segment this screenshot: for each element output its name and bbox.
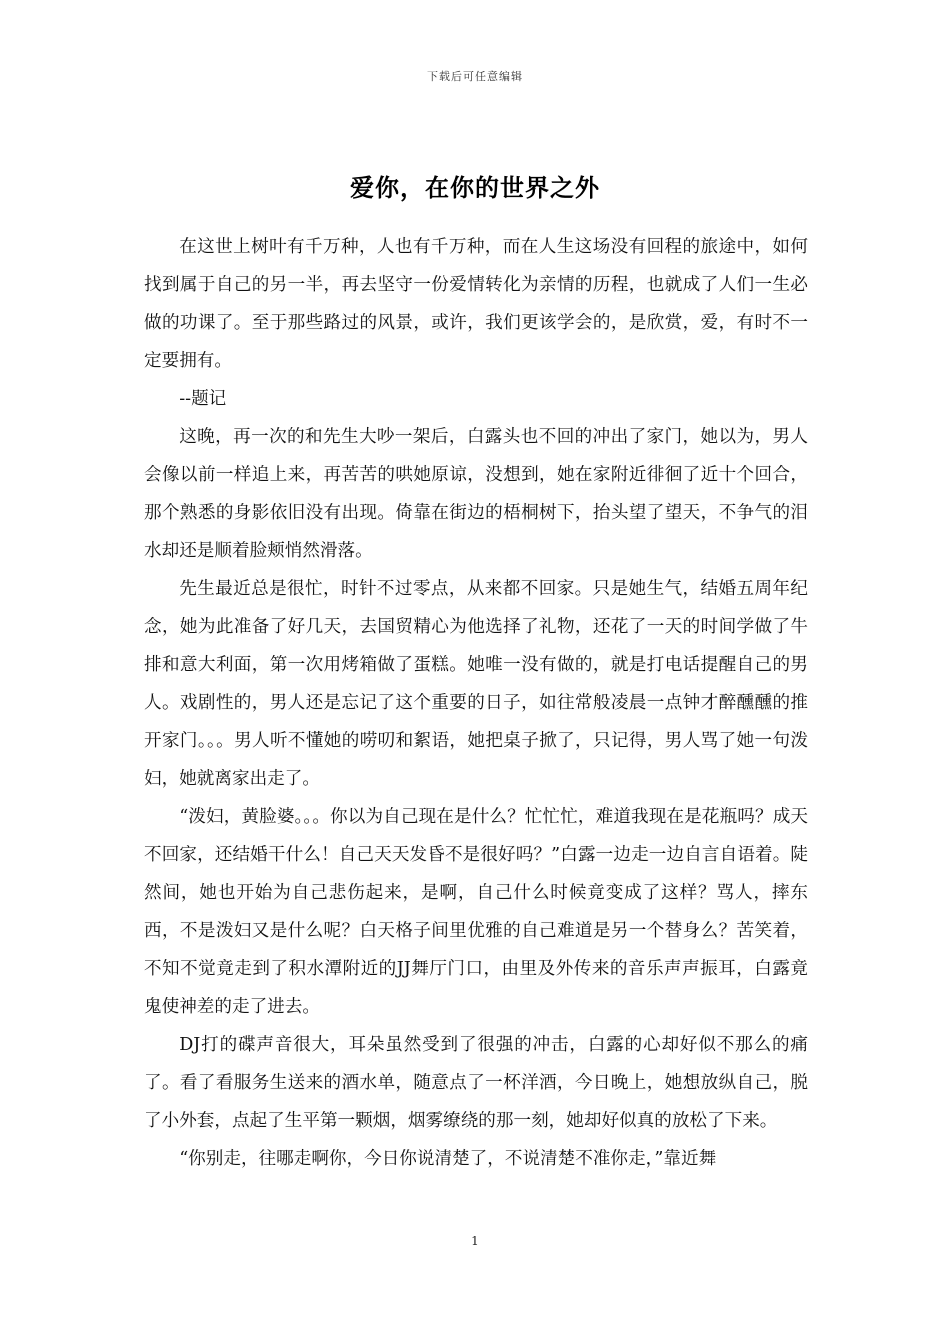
header-note: 下载后可任意编辑 bbox=[427, 70, 523, 83]
document-title: 爱你，在你的世界之外 bbox=[350, 173, 600, 203]
paragraph: “你别走，往哪走啊你，今日你说清楚了，不说清楚不准你走，”靠近舞 bbox=[179, 1149, 717, 1169]
paragraph: DJ打的碟声音很大，耳朵虽然受到了很强的冲击，白露的心却好似不那么的痛了。看了看服务生送来的酒水单，随意点了一杯洋酒，今日晚上，她想放纵自己，脱了小外套，点起了生平第一颗烟，烟雾缭绕的那一刻，她却好似真的放松了下来。 bbox=[144, 1035, 808, 1131]
paragraph: 在这世上树叶有千万种，人也有千万种，而在人生这场没有回程的旅途中，如何找到属于自己的另一半，再去坚守一份爱情转化为亲情的历程，也就成了人们一生必做的功课了。至于那些路过的风景，或许，我们更该学会的，是欣赏，爱，有时不一定要拥有。 bbox=[144, 237, 808, 371]
page-number: 1 bbox=[471, 1234, 479, 1248]
body-text bbox=[144, 228, 808, 1178]
paragraph: “泼妇，黄脸婆。。。你以为自己现在是什么？忙忙忙，难道我现在是花瓶吗？成天不回家，还结婚干什么！自己天天发昏不是很好吗？”白露一边走一边自言自语着。陡然间，她也开始为自己悲伤起来，是啊，自己什么时候竟变成了这样？骂人，摔东西，不是泼妇又是什么呢？白天格子间里优雅的自己难道是另一个替身么？苦笑着，不知不觉竟走到了积水潭附近的JJ舞厅门口，由里及外传来的音乐声声振耳，白露竟鬼使神差的走了进去。 bbox=[144, 807, 808, 1017]
paragraph: --题记 bbox=[179, 389, 227, 409]
paragraph: 这晚，再一次的和先生大吵一架后，白露头也不回的冲出了家门，她以为，男人会像以前一样追上来，再苦苦的哄她原谅，没想到，她在家附近徘徊了近十个回合，那个熟悉的身影依旧没有出现。倚靠在街边的梧桐树下，抬头望了望天，不争气的泪水却还是顺着脸颊悄然滑落。 bbox=[144, 427, 808, 561]
paragraph: 先生最近总是很忙，时针不过零点，从来都不回家。只是她生气，结婚五周年纪念，她为此准备了好几天，去国贸精心为他选择了礼物，还花了一天的时间学做了牛排和意大利面，第一次用烤箱做了蛋糕。她唯一没有做的，就是打电话提醒自己的男人。戏剧性的，男人还是忘记了这个重要的日子，如往常般凌晨一点钟才醉醺醺的推开家门。。。男人听不懂她的唠叨和絮语，她把桌子掀了，只记得，男人骂了她一句泼妇，她就离家出走了。 bbox=[144, 579, 808, 789]
